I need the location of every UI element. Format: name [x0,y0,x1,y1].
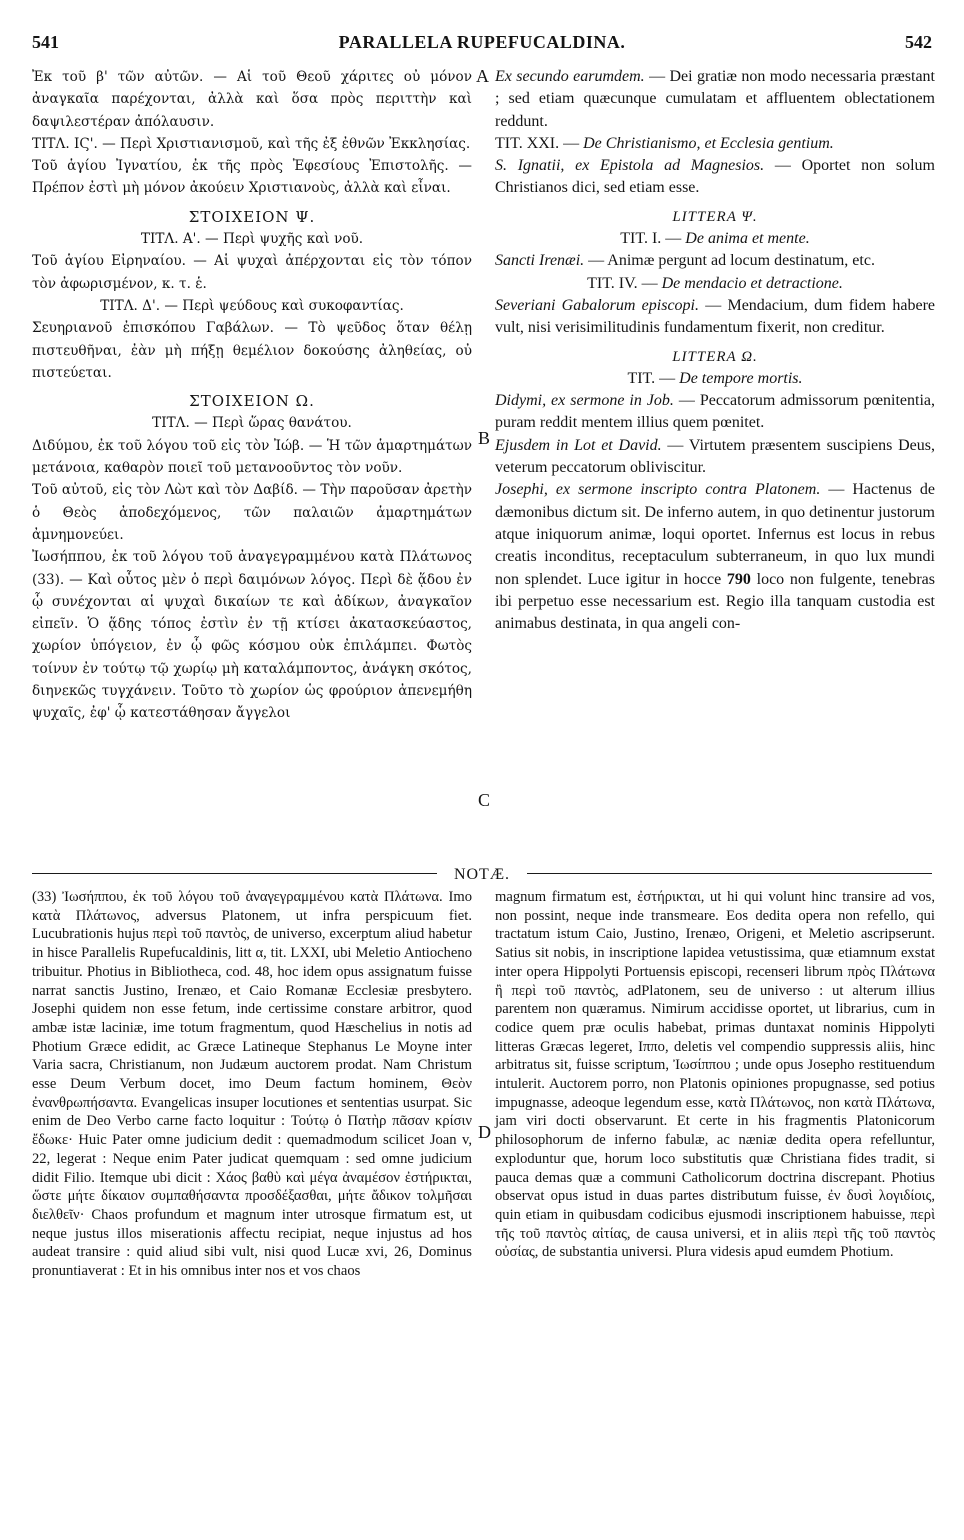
margin-mark-a: A [476,66,489,86]
title-number: TIT. IV. — [587,274,658,292]
notes-column-left [32,888,472,1281]
source-citation: S. Ignatii, ex Epistola ad Magnesios. [495,157,765,175]
latin-title-heading [495,228,935,250]
title-name: De mendacio et detractione. [661,274,843,292]
latin-title-heading [495,368,935,390]
column-number: 790 [726,570,751,588]
greek-paragraph: Σευηριανοῦ ἐπισκόπου Γαβάλων. — Τὸ ψεῦδος ὅταν θέλῃ πιστευθῆναι, ἐὰν μὴ πήξῃ θεμέλιον δοκούσης ἀληθείας, οὐ πιστεύεται. [32,320,472,381]
latin-text: loco non fulgente, tenebras ibi perpetuo esse necessarium est. Regio illa tanquam custodia est animabus destinata, in qua angeli con- [495,570,935,633]
latin-paragraph [495,155,935,200]
latin-title-heading [495,273,935,295]
latin-text: — Animæ pergunt ad locum destinatum, etc. [588,252,875,270]
latin-paragraph [495,390,935,435]
title-number: TIT. XXI. — [495,134,580,152]
margin-mark-c: C [478,790,491,810]
latin-paragraph [495,479,935,635]
running-header [32,32,932,58]
source-citation: Ex secundo earumdem. [495,68,645,85]
latin-section-heading-psi: LITTERA Ψ. [672,208,758,225]
source-citation: Severiani Gabalorum episcopi. [495,296,699,314]
greek-paragraph: Τοῦ ἁγίου Ἰγνατίου, ἐκ τῆς πρὸς Ἐφεσίους Ἐπιστολῆς. — Πρέπον ἐστὶ μὴ μόνον ἀκούειν Χριστιανοὺς, ἀλλὰ καὶ εἶναι. [32,158,472,197]
title-name: De tempore mortis. [679,369,803,387]
greek-section-heading-omega: ΣΤΟΙΧΕΙΟΝ Ω. [189,392,315,411]
latin-title-heading [495,133,935,155]
greek-section-heading-psi: ΣΤΟΙΧΕΙΟΝ Ψ. [188,207,316,226]
latin-text: — Dei gratiæ non modo necessaria præstant ; sed etiam quæcunque cumulatam et affluentem oblectationem reddunt. [495,68,935,130]
margin-mark-b: B [478,428,491,448]
latin-paragraph [495,66,935,133]
title-name: De Christianismo, et Ecclesia gentium. [583,134,834,152]
source-citation: Didymi, ex sermone in Job. [495,392,674,410]
greek-title-heading: ΤΙΤΛ. Δ'. — Περὶ ψεύδους καὶ συκοφαντίας. [100,297,404,314]
greek-paragraph: Ἰωσήππου, ἐκ τοῦ λόγου τοῦ ἀναγεγραμμένου κατὰ Πλάτωνος (33). — Καὶ οὗτος μὲν ὁ περὶ δαιμόνων λόγος. Περὶ δὲ ᾅδου ἐν ᾧ συνέχονται αἱ ψυχαὶ δικαίων τε καὶ ἀδίκων, ἀναγκαῖον εἰπεῖν. Ὁ ᾅδης τόπος ἐστὶν ἐν τῇ κτίσει ἀκατασκεύαστος, χωρίον ὑπόγειον, ἐν ᾧ φῶς κόσμου οὐκ ἐπιλάμπει. Φωτὸς τοίνυν ἐν τούτῳ τῷ χωρίῳ μὴ καταλάμποντος, ἀνάγκη σκότος, διηνεκῶς τυγχάνειν. Τοῦτο τὸ χωρίον ὡς φρούριον ἀπενεμήθη ψυχαῖς, ἐφ' ᾧ κατεστάθησαν ἄγγελοι [32,549,472,722]
notes-heading: NOTÆ. [453,866,511,883]
source-citation: Sancti Irenæi. [495,252,585,270]
source-citation: Ejusdem in Lot et David. [495,436,662,454]
title-number: TIT. I. — [620,230,682,248]
greek-title-heading: ΤΙΤΛ. Α'. — Περὶ ψυχῆς καὶ νοῦ. [140,231,364,248]
notes-column-right [495,888,935,1262]
latin-text: — Oportet non solum Christianos dici, sed etiam esse. [495,157,935,197]
greek-paragraph: Διδύμου, ἐκ τοῦ λόγου τοῦ εἰς τὸν Ἰώβ. — Ἡ τῶν ἁμαρτημάτων μετάνοια, καθαρὸν ποιεῖ τοῦ μετανοοῦντος τὸν νοῦν. [32,437,472,477]
title-number: TIT. — [627,369,676,387]
latin-paragraph [495,250,935,272]
right-page-number: 542 [905,32,932,52]
latin-section-heading-omega: LITTERA Ω. [672,348,758,365]
title-name: De anima et mente. [685,230,810,248]
latin-text: — Virtutem præsentem suscipiens Deus, veterum peccatorum obliviscitur. [495,436,936,477]
latin-text: — Hactenus de dæmonibus dictum sit. De inferno autem, in quo detinentur justorum atque iniquorum animæ, loqui oportet. Infernus est locus in rebus creatis inconditus, receptaculum subterraneum, in quo lux mundi non splendet. Luce igitur in hocce [495,481,935,588]
greek-title-heading: ΤΙΤΛ. — Περὶ ὥρας θανάτου. [152,415,352,432]
note-text: (33) Ἰωσήππου, ἐκ τοῦ λόγου τοῦ ἀναγεγραμμένου κατὰ Πλάτωνα. Imo κατὰ Πλάτωνος, adversus Platonem, ut infra perspicuum fiet. Lucubrationis hujus περὶ τοῦ παντὸς, de universo, excerptum aliud habetur in hisce Parallelis Rupefucaldinis, litt α, tit. LXXI, ubi Meletio Antiocheno tribuitur. Photius in Bibliotheca, cod. 48, hoc idem opus assignatum fuisse narrat sanctis Justino, Irenæo, et Caio Romanæ Ecclesiæ presbytero. Josephi quidem non esse fetum, inde certissime constare arbitror, quod ambæ istæ laciniæ, ime totum fragmentum, quod Hæschelius in notis ad Photium Græce edidit, ac Græce Latineque Stephanus Le Moyne inter Varia sacra, Christianum, non Judæum auctorem prodat. Nam Christum esse Deum Verbum docet, imo Deum factum hominem, Θεὸν ἐνανθρωπήσαντα. Evangelicas insuper locutiones et sententias usurpat. Sic enim de Deo Verbo carne facto loquitur : Τούτῳ ὁ Πατὴρ πᾶσαν κρίσιν ἔδωκε· Huic Pater omne judicium dedit : quemadmodum scilicet Joan v, 22, legerat : Neque enim Pater judicat quemquam : sed omne judicium didit Filio. Itemque ubi dicit : Χάος βαθὺ καὶ μέγα ἀναμέσον ἐστήρικται, ὥστε μήτε δίκαιον συμπαθήσαντα προσδέξασθαι, μήτε ἄδικον τολμῆσαι διελθεῖν· Chaos profundum et magnum inter utrosque firmatum est, ut neque justus illos miserationis affectu recipiat, neque injustus ad hos audeat transire : quid aliud sibi vult, nisi quod Lucæ xvi, 26, Dominus pronuntiaverat : Et in his omnibus inter nos et vos chaos [32,889,472,1280]
note-text: magnum firmatum est, ἐστήρικται, ut hi qui volunt hinc transire ad vos, non possint, neque inde transmeare. Eos dedita opera non refello, qui tractatum istum Caio, Justino, Irenæo, Origeni, et Meletio ascripserunt. Satius sit nobis, in inscriptione lapidea vetustissima, quæ etiamnum exstat inter opera Hippolyti Portuensis episcopi, recenseri librum πρὸς Πλάτωνα ἢ περὶ τοῦ παντὸς, adPlatonem, seu de universo : ut alterum illius parentem non quæramus. Nimirum accidisse oportet, ut librarius, cum in codice quem præ oculis habebat, primas duntaxat nominis Hippolyti litteras Græcas legeret, Ιππο, deletis vel compendio suppressis aliis, hinc arbitratus sit, fuisse scriptum, Ἰωσίππου ; unde opus Josepho restituendum intulerit. Auctorem porro, non Platonis opiniones propugnasse, sed potius impugnasse, adeoque legendum esse, κατὰ Πλάτωνος, non κατὰ Πλάτωνα, jam viri docti observarunt. Et certe in his fragmentis Platonicorum philosophorum de inferno fabulæ, ac næniæ dedita opera refelluntur, exploduntur que, horum loco substitutis quæ Christiana fides tradit, si pauca demas quæ a communi Catholicorum doctrina discrepant. Photius observat opus istud in duas partes distributum fuisse, ἐν δυσὶ λογιδίοις, quin etiam in quibusdam codicibus ejusmodi inscriptionem habuisse, περὶ τῆς τοῦ παντὸς αἰτίας, de causa universi, et in aliis περὶ τῆς τοῦ παντὸς οὐσίας, de substantia universi. Plura videsis apud eumdem Photium. [495,889,935,1261]
margin-mark-d: D [478,1122,491,1142]
notes-rule-right [527,873,932,874]
source-citation: Josephi, ex sermone inscripto contra Platonem. [495,481,821,499]
latin-text: — Peccatorum admissorum pœnitentia, puram reddit mentem illius quem pœnitet. [495,392,936,432]
greek-column [32,66,472,725]
latin-paragraph [495,435,935,480]
greek-paragraph: Τοῦ ἁγίου Εἰρηναίου. — Αἱ ψυχαὶ ἀπέρχονται εἰς τὸν τόπον τὸν ἀφωρισμένον, κ. τ. ἑ. [32,253,472,292]
greek-title-heading: ΤΙΤΛ. ΙϚ'. — Περὶ Χριστιανισμοῦ, καὶ τῆς ἐξ ἐθνῶν Ἐκκλησίας. [32,135,471,152]
latin-paragraph [495,295,935,340]
latin-column [495,66,935,635]
greek-paragraph: Ἐκ τοῦ β' τῶν αὐτῶν. — Αἱ τοῦ Θεοῦ χάριτες οὐ μόνον ἀναγκαῖα παρέχονται, ἀλλὰ καὶ ὅσα πρὸς περιττὴν καὶ δαψιλεστέραν ἀπόλαυσιν. [32,69,472,130]
running-title: PARALLELA RUPEFUCALDINA. [338,32,626,52]
greek-paragraph: Τοῦ αὐτοῦ, εἰς τὸν Λὼτ καὶ τὸν Δαβίδ. — Τὴν παροῦσαν ἀρετὴν ὁ Θεὸς ἀποδεχόμενος, τῶν παλαιῶν ἁμαρτημάτων ἀμνημονεύει. [32,482,472,543]
latin-text: — Mendacium, dum fidem habere vult, nisi verisimilitudinis fundamentum fixerit, non creditur. [495,296,935,337]
left-page-number: 541 [32,32,59,52]
